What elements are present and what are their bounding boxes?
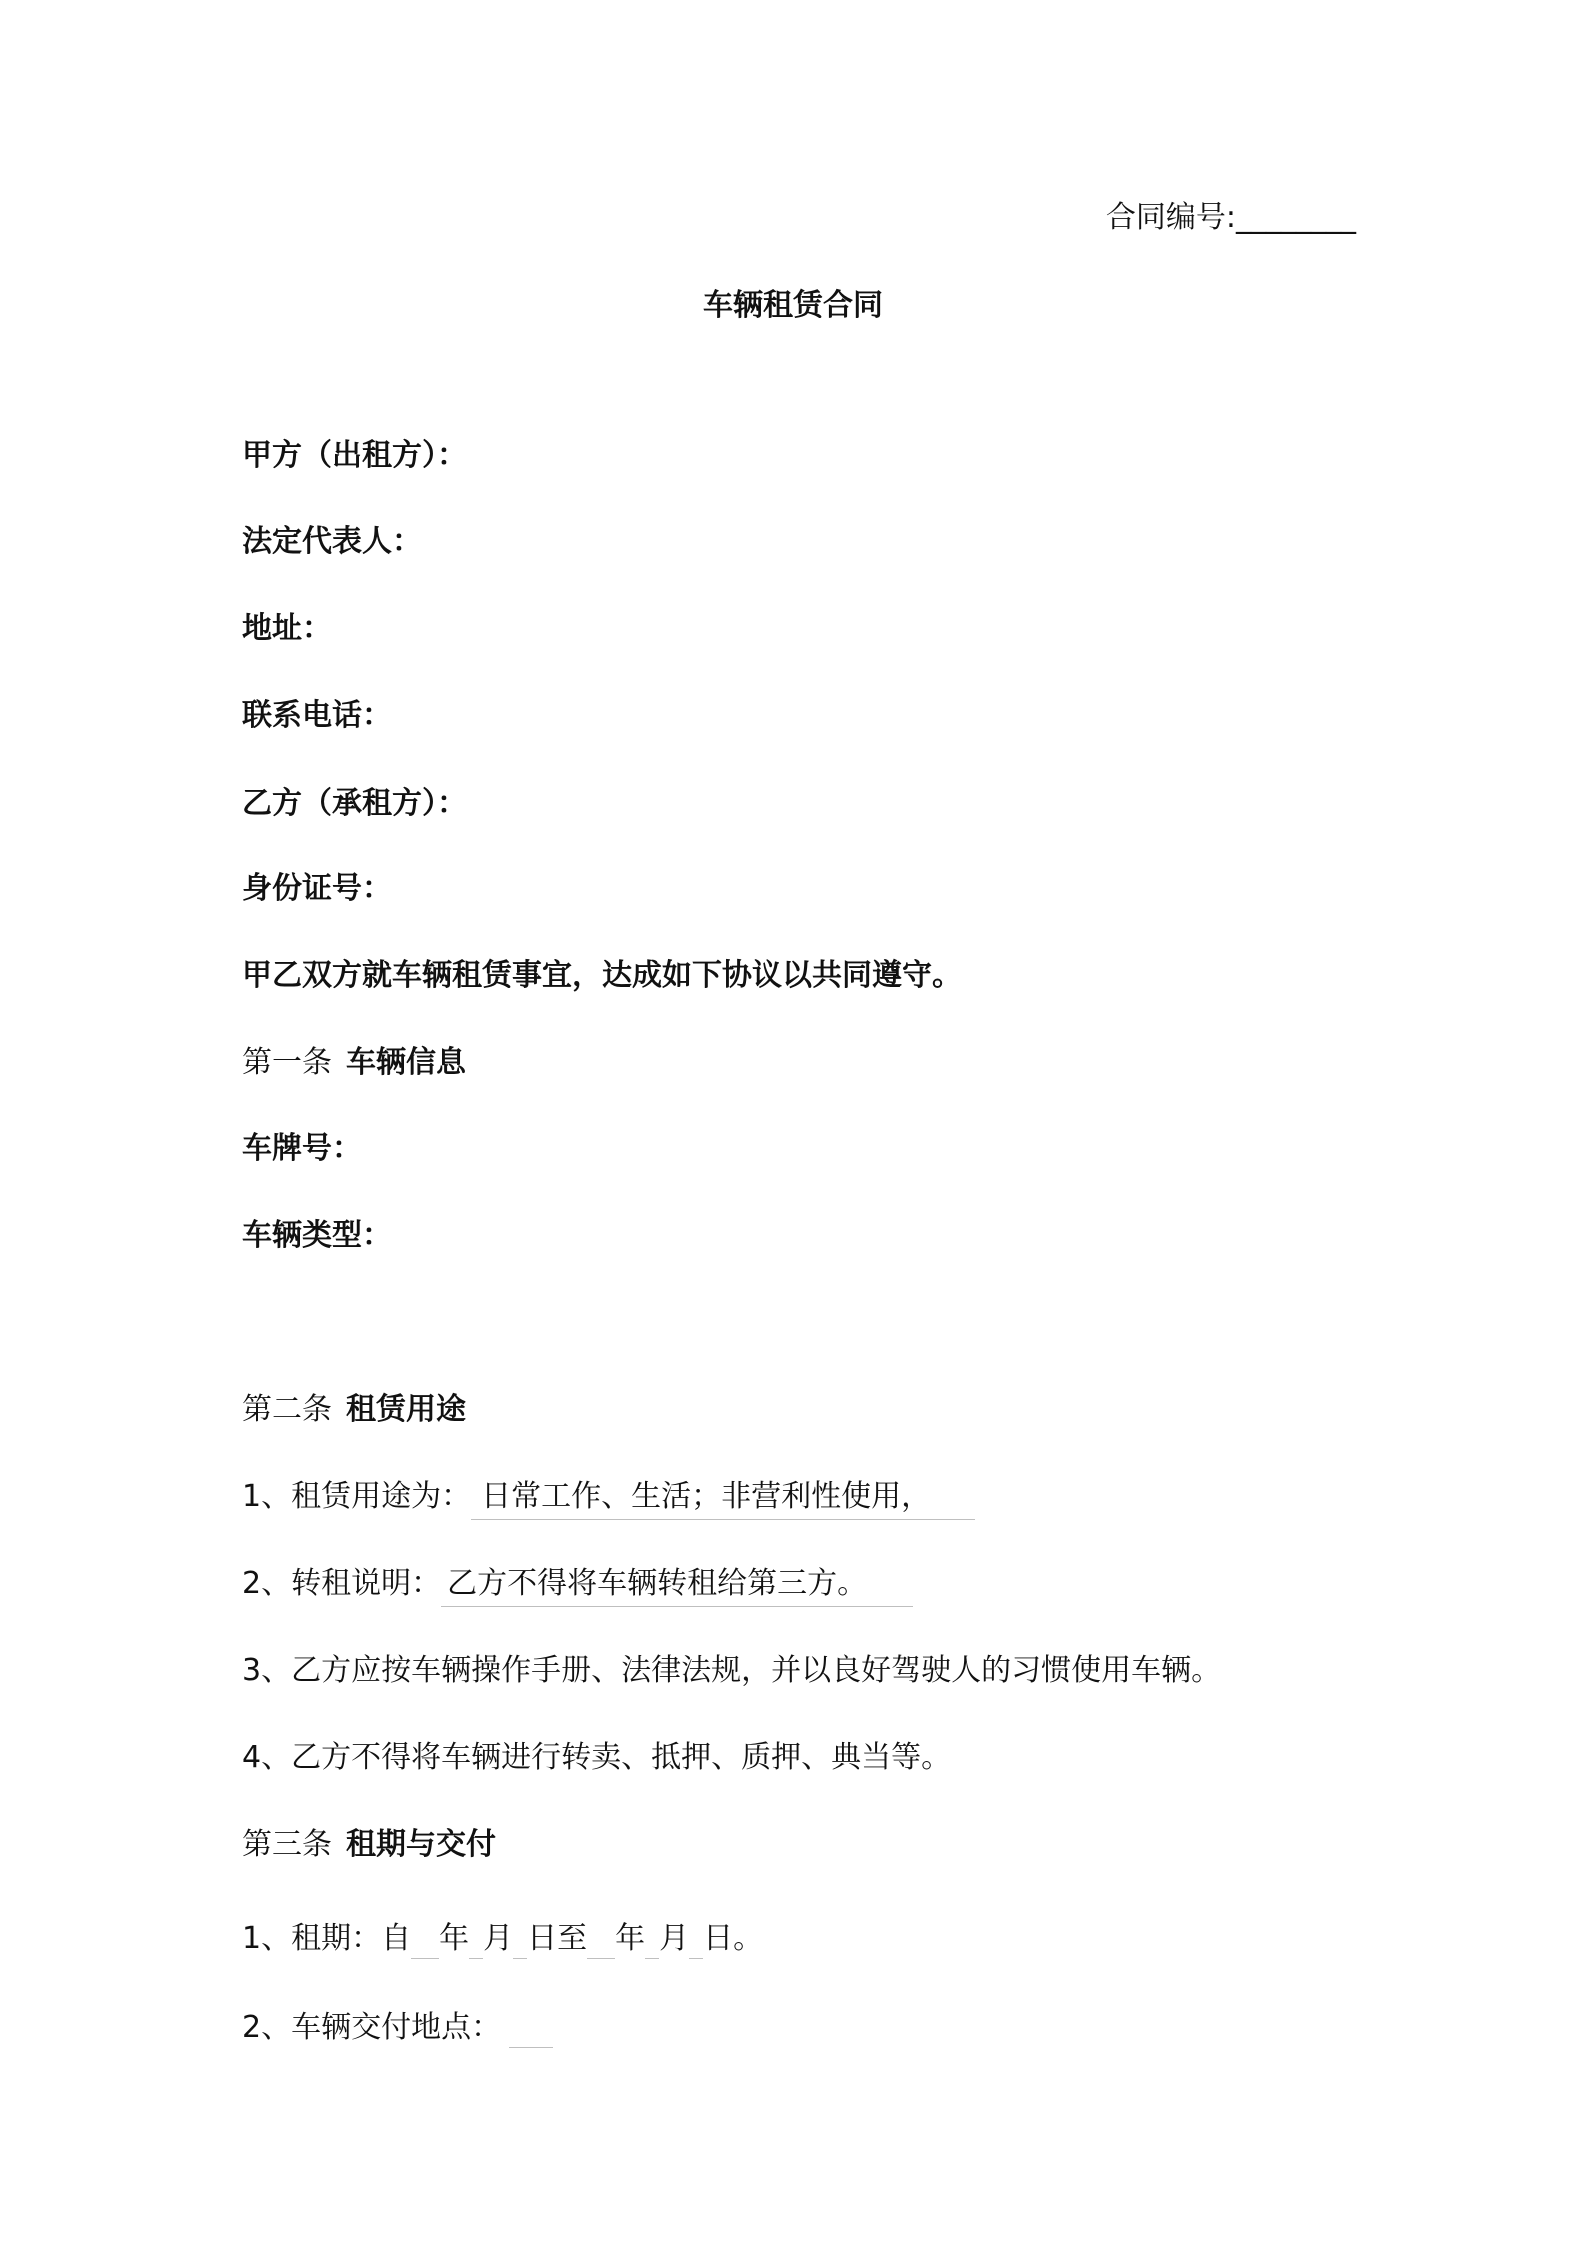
rental-purpose-label: 1、租赁用途为： <box>242 1479 472 1514</box>
article-2-item-2 <box>242 1564 913 1607</box>
sublease-label: 2、转租说明： <box>242 1566 442 1601</box>
party-b-id-label: 身份证号： <box>242 871 392 906</box>
article-1-number: 第一条 <box>242 1045 332 1080</box>
start-day-blank[interactable] <box>513 1926 527 1959</box>
article-1-heading <box>242 1043 466 1083</box>
rental-term <box>242 1919 763 1959</box>
article-2-item-1 <box>242 1477 975 1520</box>
end-year-blank[interactable] <box>587 1926 615 1959</box>
vehicle-type-label: 车辆类型： <box>242 1218 392 1253</box>
delivery-location-blank[interactable] <box>509 2015 553 2048</box>
contract-number-blank[interactable]: ________ <box>1236 200 1356 235</box>
start-day-text: 日 <box>527 1921 558 1956</box>
term-from-text: 自 <box>381 1921 412 1956</box>
article-3-title: 租期与交付 <box>346 1827 496 1862</box>
end-day-text: 日 <box>703 1921 734 1956</box>
article-2-heading <box>242 1390 466 1430</box>
contract-number <box>1106 198 1356 238</box>
article-2-title: 租赁用途 <box>346 1392 466 1427</box>
party-b-name-label: 乙方（承租方）： <box>242 786 467 821</box>
article-3-number: 第三条 <box>242 1827 332 1862</box>
rental-term-label: 1、租期： <box>242 1921 382 1956</box>
sublease-field[interactable]: 乙方不得将车辆转租给第三方。 <box>441 1564 913 1607</box>
end-month-text: 月 <box>659 1921 690 1956</box>
article-1-title: 车辆信息 <box>346 1045 466 1080</box>
start-year-text: 年 <box>439 1921 470 1956</box>
party-a-address-label: 地址： <box>242 611 332 646</box>
delivery-location <box>242 2008 553 2048</box>
document-title: 车辆租赁合同 <box>703 288 883 323</box>
party-a-name-label: 甲方（出租方）： <box>242 438 467 473</box>
article-3-heading <box>242 1825 496 1865</box>
term-end-period: 。 <box>733 1921 764 1956</box>
start-month-blank[interactable] <box>469 1926 483 1959</box>
delivery-location-label: 2、车辆交付地点： <box>242 2010 502 2045</box>
party-a-rep-label: 法定代表人： <box>242 524 422 559</box>
contract-number-label: 合同编号: <box>1105 200 1236 235</box>
plate-number-label: 车牌号： <box>242 1131 362 1166</box>
article-2-item-4: 4、乙方不得将车辆进行转卖、抵押、质押、典当等。 <box>242 1740 952 1775</box>
term-to-text: 至 <box>557 1921 588 1956</box>
start-month-text: 月 <box>483 1921 514 1956</box>
preamble: 甲乙双方就车辆租赁事宜，达成如下协议以共同遵守。 <box>242 958 962 993</box>
article-2-item-3: 3、乙方应按车辆操作手册、法律法规，并以良好驾驶人的习惯使用车辆。 <box>242 1653 1222 1688</box>
end-month-blank[interactable] <box>645 1926 659 1959</box>
start-year-blank[interactable] <box>411 1926 439 1959</box>
party-a-phone-label: 联系电话： <box>242 698 392 733</box>
rental-purpose-field[interactable]: 日常工作、生活；非营利性使用， <box>471 1477 975 1520</box>
end-year-text: 年 <box>615 1921 646 1956</box>
end-day-blank[interactable] <box>689 1926 703 1959</box>
article-2-number: 第二条 <box>242 1392 332 1427</box>
